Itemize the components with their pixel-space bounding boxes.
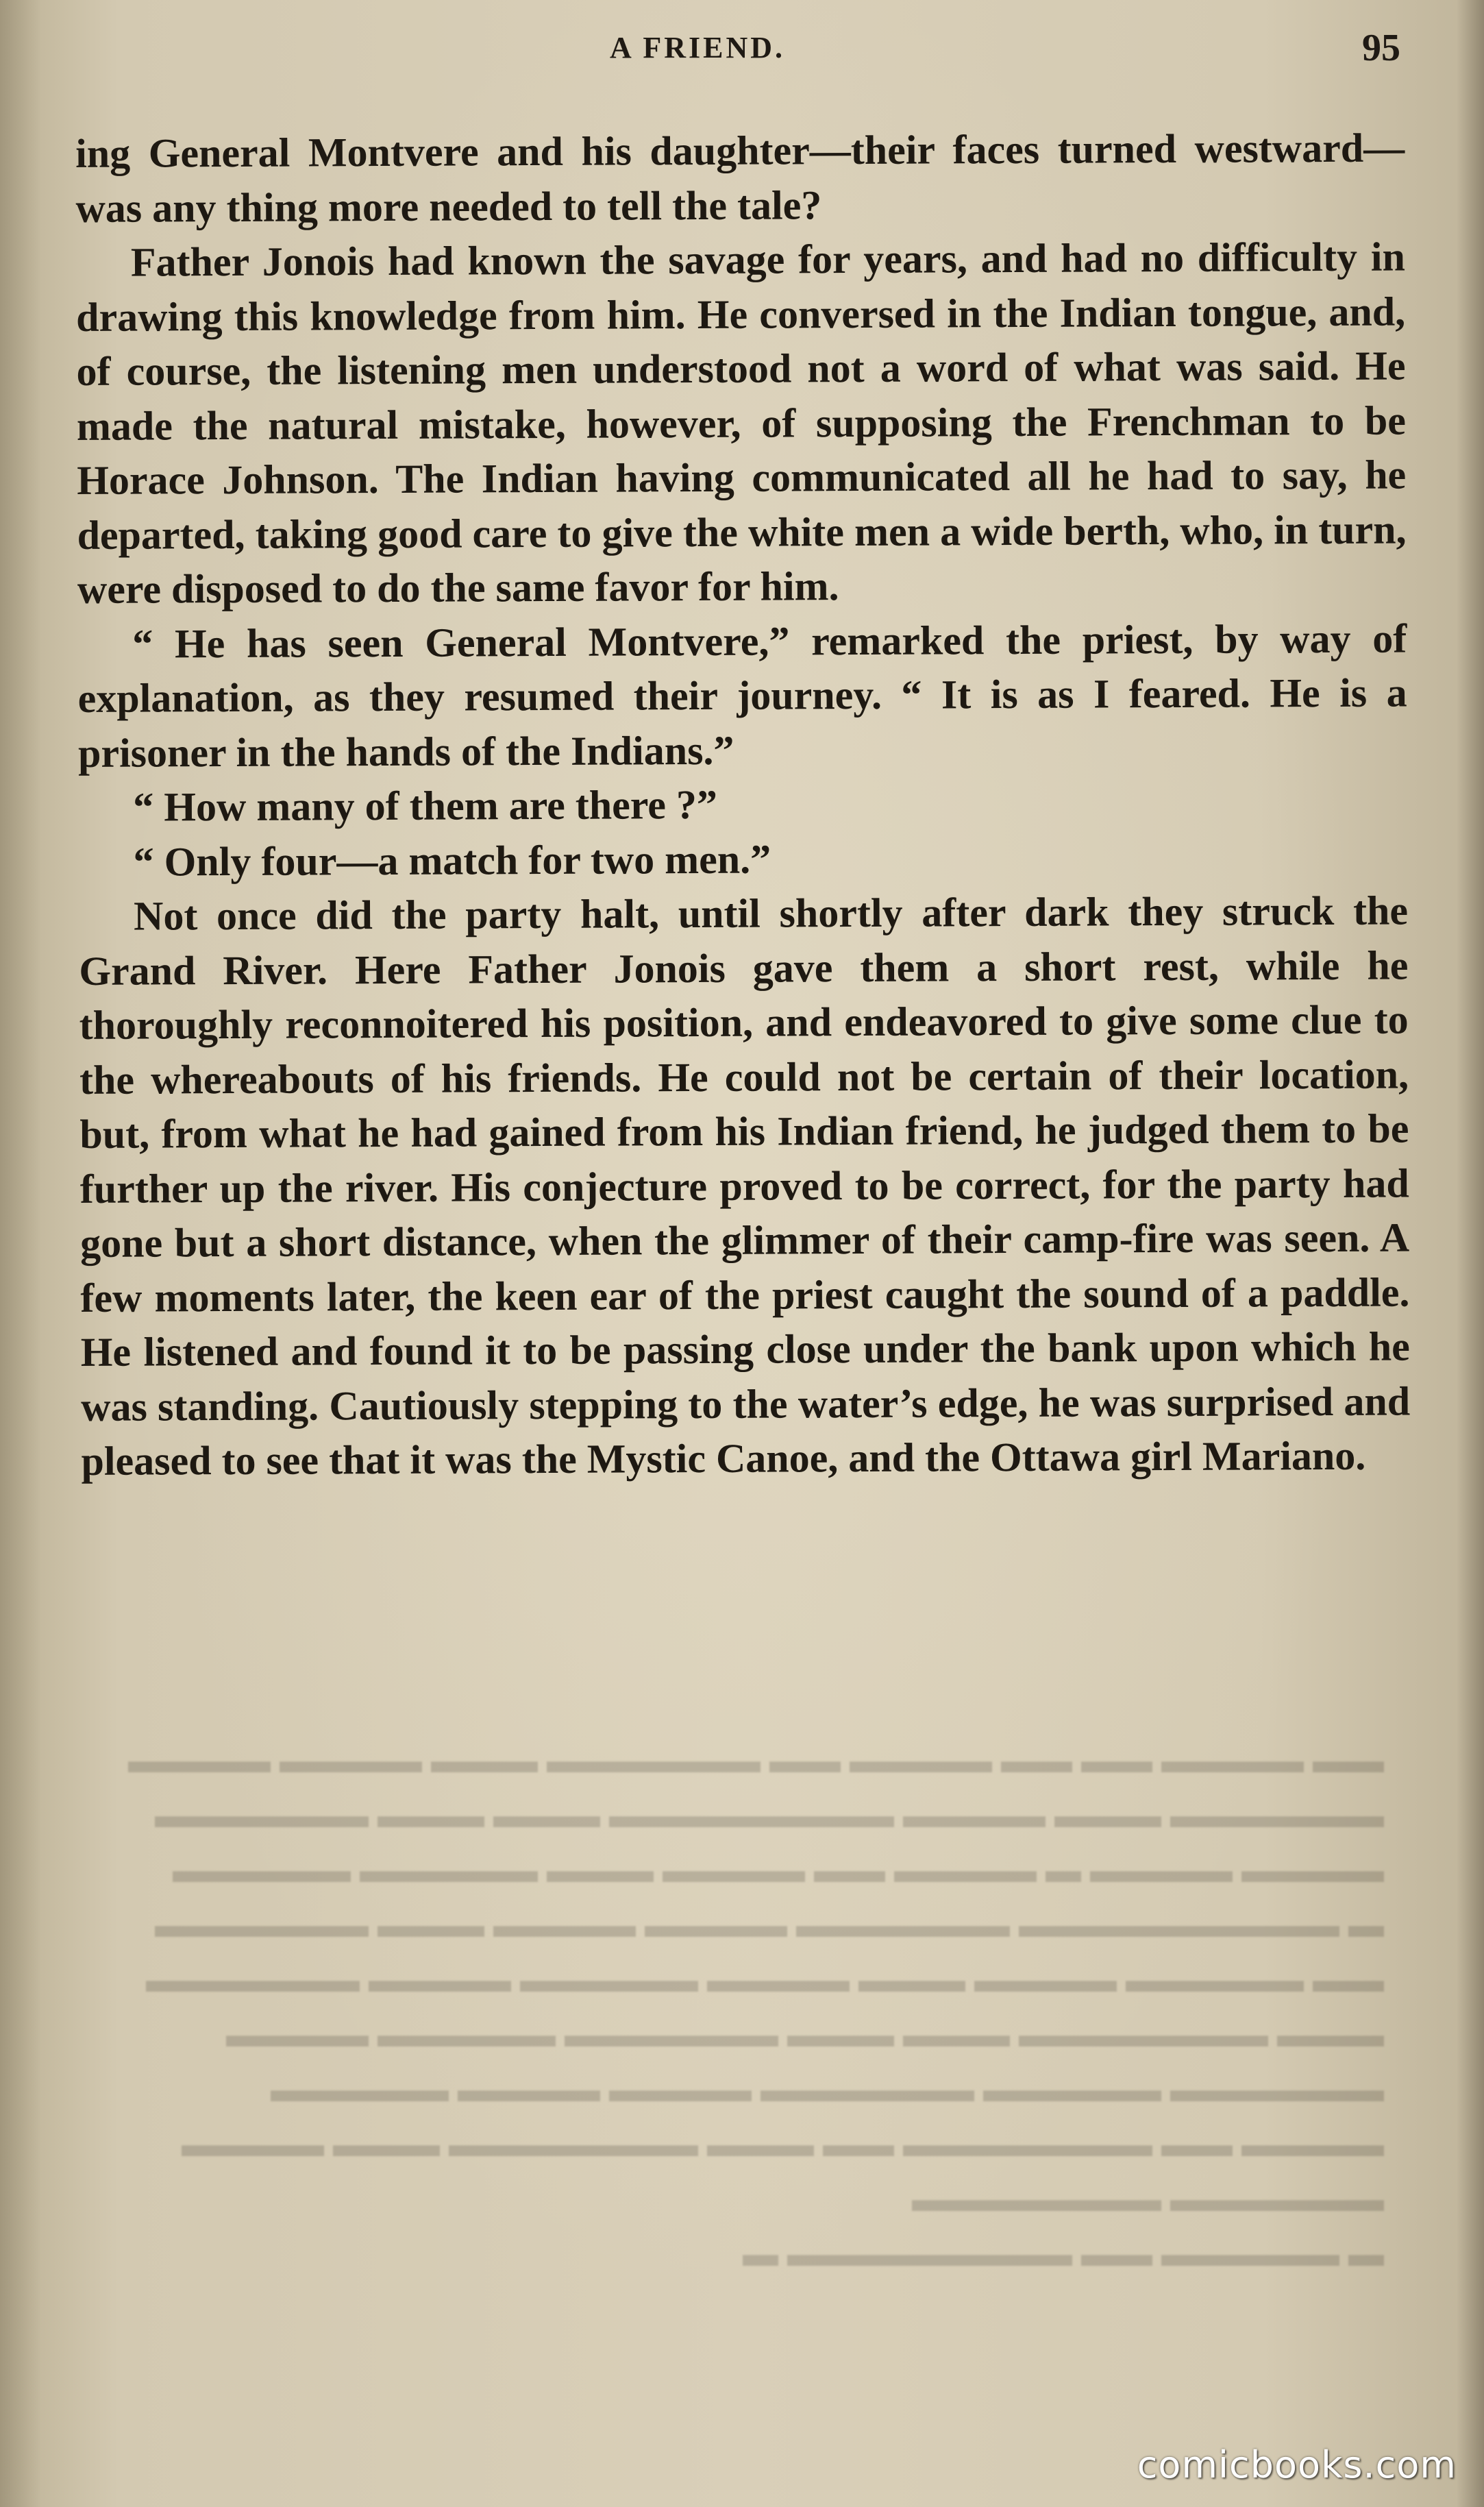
page-header: [0, 27, 1484, 85]
body-text: [75, 121, 1411, 1489]
paragraph: ing General Montvere and his daughter—their faces turned westward—was any thing more needed to tell the tale?: [75, 125, 1405, 231]
paragraph: “ Only four—a match for two men.”: [133, 836, 771, 885]
paragraph: Father Jonois had known the savage for years, and had no difficulty in drawing this knowledge from him. He conversed in the Indian tongue, and, of course, the listening men understood not a word of what was said. He made the natural mistake, however, of supposing the Frenchman to be Horace Johnson. The Indian having communicated all he had to say, he departed, taking good care to give the white men a wide berth, who, in turn, were disposed to do the same favor for him.: [76, 234, 1407, 612]
paragraph: “ He has seen General Montvere,” remarked the priest, by way of explanation, as they resumed their journey. “ It is as I feared. He is a prisoner in the hands of the Indians.”: [77, 615, 1407, 776]
source-watermark: comicbooks.com: [1137, 2443, 1457, 2486]
paragraph: Not once did the party halt, until shortly after dark they struck the Grand River. Here Father Jonois gave them a short rest, while he thoroughly reconnoitered his position, and endeavored to give some clue to the whereabouts of his friends. He could not be certain of their location, but, from what he had gained from his Indian friend, he judged them to be further up the river. His conjecture proved to be correct, for the party had gone but a short distance, when the glimmer of their camp-fire was seen. A few moments later, the keen ear of the priest caught the sound of a paddle. He listened and found it to be passing close under the bank upon which he was standing. Cautiously stepping to the water’s edge, he was surprised and pleased to see that it was the Mystic Canoe, and the Ottawa girl Mariano.: [79, 888, 1411, 1484]
show-through-texture: ▬▬ ▬▬▬▬ ▬▬ ▬▬ ▬▬▬▬ ▬▬ ▬▬▬▬▬▬ ▬▬▬ ▬▬▬▬ ▬▬▬▬ ▬▬▬▬▬▬ ▬▬▬ ▬▬▬▬ ▬▬▬▬▬▬▬▬ ▬▬▬ ▬▬▬ ▬▬▬▬▬▬ ▬▬▬▬ ▬▬▬▬ ▬ ▬▬▬▬ ▬▬ ▬▬▬▬ ▬▬▬ ▬▬▬▬▬ ▬▬▬▬▬ ▬ ▬▬▬▬▬▬▬▬▬ ▬▬▬▬▬▬ ▬▬▬▬ ▬▬▬▬ ▬▬▬ ▬▬▬▬▬▬ ▬▬ ▬▬▬▬▬ ▬▬▬▬ ▬▬▬ ▬▬▬▬ ▬▬▬▬▬ ▬▬▬▬ ▬▬▬▬▬▬ ▬▬▬ ▬▬▬▬▬▬▬ ▬▬▬ ▬▬▬ ▬▬▬▬▬▬ ▬▬▬▬▬ ▬▬▬▬ ▬▬▬▬▬▬ ▬▬▬▬▬ ▬▬▬▬▬▬ ▬▬▬▬ ▬▬▬▬ ▬▬▬▬▬ ▬▬▬▬ ▬▬ ▬▬▬▬▬▬▬ ▬▬ ▬▬▬ ▬▬▬▬▬▬▬ ▬▬▬ ▬▬▬▬ ▬▬▬▬▬▬ ▬▬▬▬▬▬▬ ▬ ▬▬▬▬▬ ▬▬ ▬▬▬▬▬▬▬▬ ▬: [128, 1741, 1384, 2274]
page-edge-shadow-right: [1457, 0, 1484, 2507]
paragraph: “ How many of them are there ?”: [133, 781, 718, 830]
page-edge-shadow-left: [0, 0, 41, 2507]
running-head: A FRIEND.: [610, 31, 786, 64]
page-number: 95: [1362, 27, 1400, 69]
